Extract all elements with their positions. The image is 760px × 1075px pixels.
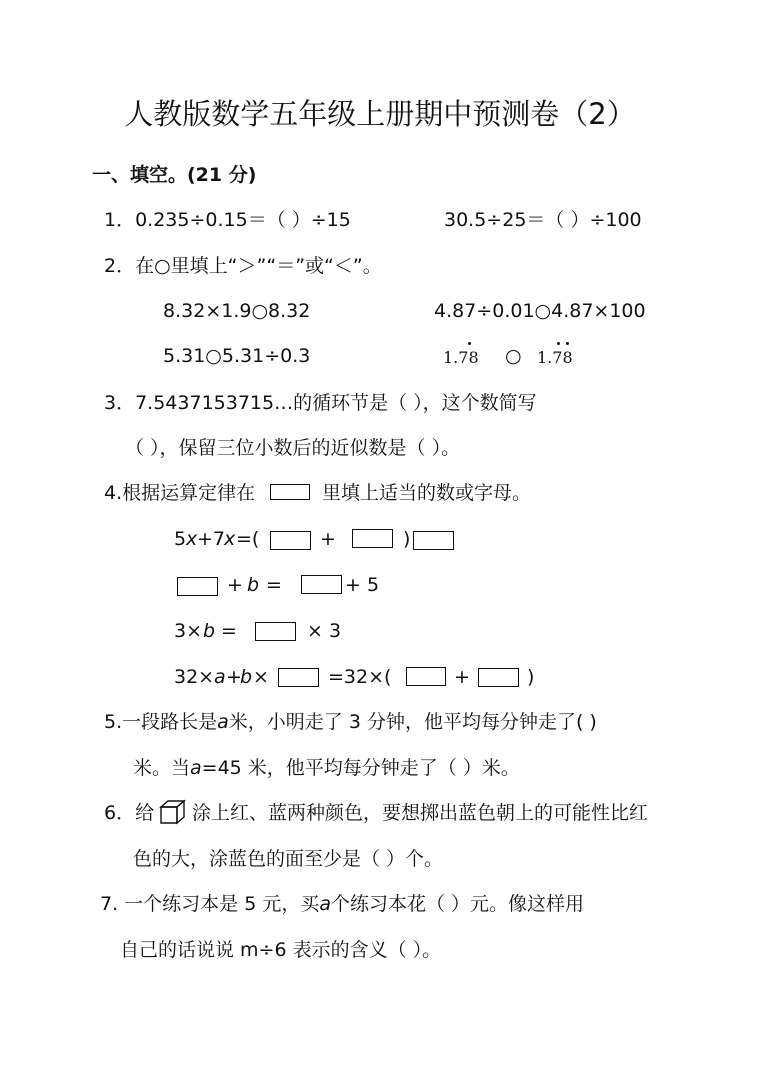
q4-row3-end: × 3	[307, 620, 342, 642]
question-2-item-c: 5.31○5.31÷0.3	[163, 345, 311, 367]
question-4-text-post: 里填上适当的数或字母。	[322, 482, 532, 504]
q4-row3-start: 3×	[174, 620, 203, 642]
q4-row4-eq: =32×(	[328, 666, 392, 688]
q4-row1-var-x: x	[224, 528, 236, 550]
answer-box[interactable]	[278, 668, 319, 687]
q4-row4-times: ×	[253, 666, 269, 688]
q4-row4-var-b: b	[240, 666, 253, 688]
q4-row4-plus2: +	[454, 666, 470, 688]
q4-row1-coef: 5	[174, 528, 187, 550]
question-2-item-d-circle: ○	[505, 345, 522, 367]
question-1-part-a: 1．0.235÷0.15＝（ ）÷15	[104, 209, 351, 231]
answer-box[interactable]	[301, 575, 342, 594]
q4-row2-eq: =	[266, 574, 282, 596]
q4-row3-var-b: b	[203, 620, 216, 642]
question-2-text: 2．在○里填上“＞”“＝”或“＜”。	[104, 255, 382, 277]
repeating-dot	[468, 342, 471, 345]
q4-row2-var-b: b	[247, 574, 260, 596]
q4-row1-close: )	[403, 528, 411, 550]
section-heading-fill-blank: 一、填空。(21 分)	[92, 164, 257, 186]
q4-row2-plus: +	[227, 574, 243, 596]
question-6-line-2: 色的大，涂蓝色的面至少是（ ）个。	[133, 848, 444, 870]
cube-icon	[159, 799, 187, 825]
q4-row1-var-x: x	[186, 528, 198, 550]
question-6-line-1: 涂上红、蓝两种颜色，要想掷出蓝色朝上的可能性比红	[192, 802, 649, 824]
answer-box[interactable]	[352, 529, 393, 548]
q4-row1-plus: +	[320, 528, 336, 550]
answer-box-sample	[270, 484, 310, 500]
question-3-line-1: 3．7.5437153715…的循环节是（ ），这个数简写	[104, 392, 537, 414]
answer-box[interactable]	[478, 668, 519, 687]
question-6-prefix: 6．给	[104, 802, 155, 824]
answer-box[interactable]	[255, 622, 296, 641]
answer-box[interactable]	[177, 577, 218, 596]
answer-box[interactable]	[270, 531, 311, 550]
repeating-dot	[557, 342, 560, 345]
question-1-part-b: 30.5÷25＝（ ）÷100	[444, 209, 642, 231]
q4-row2-end: + 5	[345, 574, 380, 596]
repeating-dot	[566, 342, 569, 345]
question-5-line-1: 5.一段路长是a米，小明走了 3 分钟，他平均每分钟走了( )	[104, 711, 597, 733]
q4-row4-start: 32×	[174, 666, 215, 688]
question-2-item-a: 8.32×1.9○8.32	[163, 300, 311, 322]
question-2-item-d-right: 1.78	[537, 348, 573, 367]
q4-row4-var-a: a	[214, 666, 226, 688]
question-5-line-2: 米。当a=45 米，他平均每分钟走了（ ）米。	[133, 757, 520, 779]
q4-row3-eq: =	[221, 620, 237, 642]
q4-row4-plus: +	[226, 666, 242, 688]
answer-box[interactable]	[406, 667, 446, 686]
answer-box[interactable]	[413, 531, 454, 550]
question-7-line-1: 7. 一个练习本是 5 元，买a个练习本花（ ）元。像这样用	[100, 893, 585, 915]
q4-row1-term: +7	[197, 528, 226, 550]
q4-row4-close: )	[527, 666, 535, 688]
question-2-item-b: 4.87÷0.01○4.87×100	[434, 300, 646, 322]
question-4-text-pre: 4.根据运算定律在	[104, 482, 256, 504]
question-3-line-2: （ ），保留三位小数后的近似数是（ ）。	[125, 437, 461, 459]
q4-row1-open: =(	[236, 528, 260, 550]
question-7-line-2: 自己的话说说 m÷6 表示的含义（ ）。	[120, 939, 442, 961]
page-title: 人教版数学五年级上册期中预测卷（2）	[124, 97, 636, 131]
question-2-item-d-left: 1.78	[443, 348, 479, 367]
